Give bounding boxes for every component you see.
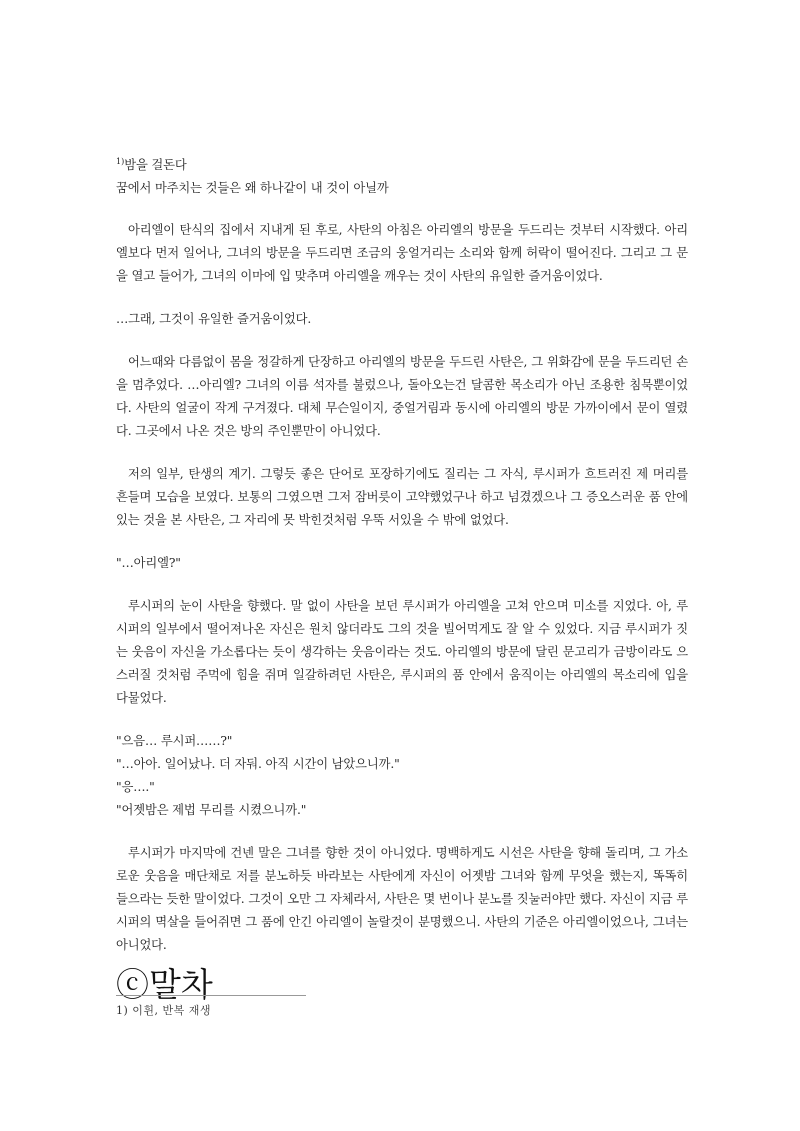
footnote-divider [116,995,306,996]
footnote-text: 1) 이휜, 반복 재생 [116,1004,212,1017]
dialogue-line-3: "응…." [116,780,155,794]
paragraph-7: 루시퍼가 마지막에 건넨 말은 그녀를 향한 것이 아니었다. 명백하게도 시선은 사탄을 향해 돌리며, 그 가소로운 웃음을 매단채로 저를 분노하듯 바라보는 사탄에게 자신이 어젯밤 그녀와 함께 무엇을 했는지, 똑똑히 들으라는 듯한 말이었다. 그것이 오만 그 자체라서, 사탄은 몇 번이나 분노를 짓눌러야만 했다. 자신이 지금 루시퍼의 멱살을 들어쥐면 그 품에 안긴 아리엘이 놀랄것이 분명했으니. 사탄의 기준은 아리엘이었으나, 그녀는 아니었다. [116,846,688,952]
author-signature: ⓒ말차 [116,965,213,1004]
chapter-subtitle: 꿈에서 마주치는 것들은 왜 하나같이 내 것이 아닐까 [116,181,389,195]
footnote-marker: 1) [116,157,125,166]
dialogue-block [116,730,688,822]
paragraph-2: …그래, 그것이 유일한 즐거움이었다. [116,312,312,326]
paragraph-4: 저의 일부, 탄생의 계기. 그렇듯 좋은 단어로 포장하기에도 질리는 그 자식, 루시퍼가 흐트러진 제 머리를 흔들며 모습을 보였다. 보통의 그였으면 그저 잠버릇이 고약했었구나 하고 넘겼겠으나 그 증오스러운 품 안에 있는 것을 본 사탄은, 그 자리에 못 박힌것처럼 우뚝 서있을 수 밖에 없었다. [116,467,688,527]
document-body [116,150,688,1005]
paragraph-1: 아리엘이 탄식의 집에서 지내게 된 후로, 사탄의 아침은 아리엘의 방문을 두드리는 것부터 시작했다. 아리엘보다 먼저 일어나, 그녀의 방문을 두드리면 조금의 웅얼거리는 소리와 함께 허락이 떨어진다. 그리고 그 문을 열고 들어가, 그녀의 이마에 입 맞추며 아리엘을 깨우는 것이 사탄의 유일한 즐거움이었다. [116,223,688,283]
paragraph-5: "…아리엘?" [116,556,181,570]
chapter-heading [116,150,688,200]
chapter-title-line [116,150,688,177]
dialogue-line-2: "…아아. 일어났나. 더 자둬. 아직 시간이 남았으니까." [116,757,400,771]
dialogue-line-1: "으음… 루시퍼……?" [116,734,233,748]
chapter-title: 밤을 걸돈다 [124,158,187,172]
paragraph-6: 루시퍼의 눈이 사탄을 향했다. 말 없이 사탄을 보던 루시퍼가 아리엘을 고쳐 안으며 미소를 지었다. 아, 루시퍼의 일부에서 떨어져나온 자신은 원치 않더라도 그의 것을 빌어먹게도 잘 알 수 있었다. 지금 루시퍼가 짓는 웃음이 자신을 가소롭다는 듯이 생각하는 웃음이라는 것도. 아리엘의 방문에 달린 문고리가 금방이라도 으스러질 것처럼 주먹에 힘을 쥐며 일갈하려던 사탄은, 루시퍼의 품 안에서 움직이는 아리엘의 목소리에 입을 다물었다. [116,599,688,705]
paragraph-3: 어느때와 다름없이 몸을 정갈하게 단장하고 아리엘의 방문을 두드린 사탄은, 그 위화감에 문을 두드리던 손을 멈추었다. …아리엘? 그녀의 이름 석자를 불렀으나, 돌아오는건 달콤한 목소리가 아닌 조용한 침묵뿐이었다. 사탄의 얼굴이 작게 구겨졌다. 대체 무슨일이지, 중얼거림과 동시에 아리엘의 방문 가까이에서 문이 열렸다. 그곳에서 나온 것은 방의 주인뿐만이 아니었다. [116,355,688,438]
dialogue-line-4: "어젯밤은 제법 무리를 시켰으니까." [116,803,307,817]
